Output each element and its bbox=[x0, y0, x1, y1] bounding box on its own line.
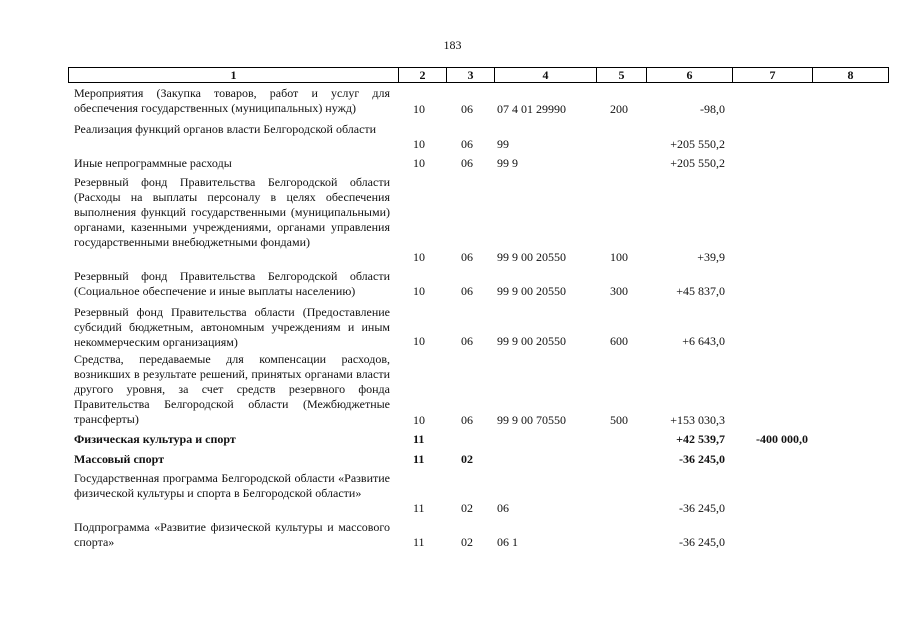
row-target-article: 99 9 00 20550 bbox=[497, 250, 566, 264]
row-description: Иные непрограммные расходы bbox=[74, 156, 232, 170]
row-description: Мероприятия (Закупка товаров, работ и услуг для обеспечения государственных (муниципальных) нужд) bbox=[74, 86, 390, 115]
row-subsection: 06 bbox=[461, 284, 473, 298]
row-section: 11 bbox=[413, 432, 425, 446]
row-section: 10 bbox=[413, 284, 425, 298]
row-description: Резервный фонд Правительства Белгородской области (Расходы на выплаты персоналу в целях обеспечения выполнения функций государственными (муниципальными) органами, казенными учреждениями, органами управления государственными внебюджетными фондами) bbox=[74, 175, 390, 249]
row-description: Физическая культура и спорт bbox=[74, 432, 236, 446]
row-subsection: 06 bbox=[461, 156, 473, 170]
header-col-1: 1 bbox=[69, 68, 399, 83]
row-amount: -98,0 bbox=[700, 102, 725, 116]
row-subsection: 06 bbox=[461, 137, 473, 151]
row-section: 10 bbox=[413, 413, 425, 427]
row-section: 11 bbox=[413, 501, 425, 515]
row-amount: +205 550,2 bbox=[670, 137, 725, 151]
row-subsection: 06 bbox=[461, 250, 473, 264]
row-subsection: 06 bbox=[461, 102, 473, 116]
row-target-article: 99 9 00 20550 bbox=[497, 284, 566, 298]
row-section: 10 bbox=[413, 250, 425, 264]
header-col-5: 5 bbox=[597, 68, 647, 83]
row-amount-col7: -400 000,0 bbox=[756, 432, 808, 446]
header-col-6: 6 bbox=[647, 68, 733, 83]
row-subsection: 06 bbox=[461, 413, 473, 427]
row-amount: +45 837,0 bbox=[676, 284, 725, 298]
row-amount: -36 245,0 bbox=[679, 452, 725, 466]
row-target-article: 99 9 bbox=[497, 156, 518, 170]
row-description: Средства, передаваемые для компенсации расходов, возникших в результате решений, принятых органами власти другого уровня, за счет средств резервного фонда Правительства Белгородской области (Межбюджетные трансферты) bbox=[74, 352, 390, 426]
row-description: Резервный фонд Правительства Белгородской области (Социальное обеспечение и иные выплаты населению) bbox=[74, 269, 390, 298]
row-amount: -36 245,0 bbox=[679, 501, 725, 515]
row-amount: +6 643,0 bbox=[682, 334, 725, 348]
row-section: 10 bbox=[413, 156, 425, 170]
row-description: Резервный фонд Правительства области (Предоставление субсидий бюджетным, автономным учреждениям и иным некоммерческим организациям) bbox=[74, 305, 390, 349]
row-target-article: 99 9 00 70550 bbox=[497, 413, 566, 427]
table-header bbox=[68, 67, 889, 83]
header-col-7: 7 bbox=[733, 68, 813, 83]
row-expense-type: 500 bbox=[610, 413, 628, 427]
row-amount: +39,9 bbox=[697, 250, 725, 264]
row-description: Массовый спорт bbox=[74, 452, 165, 466]
page-number: 183 bbox=[443, 38, 462, 52]
row-expense-type: 600 bbox=[610, 334, 628, 348]
row-section: 11 bbox=[413, 535, 425, 549]
row-target-article: 99 9 00 20550 bbox=[497, 334, 566, 348]
row-amount: +42 539,7 bbox=[676, 432, 725, 446]
row-amount: +205 550,2 bbox=[670, 156, 725, 170]
row-section: 11 bbox=[413, 452, 425, 466]
row-target-article: 99 bbox=[497, 137, 509, 151]
row-target-article: 07 4 01 29990 bbox=[497, 102, 566, 116]
row-description: Государственная программа Белгородской области «Развитие физической культуры и спорта в Белгородской области» bbox=[74, 471, 390, 500]
row-subsection: 02 bbox=[461, 501, 473, 515]
row-expense-type: 200 bbox=[610, 102, 628, 116]
row-expense-type: 300 bbox=[610, 284, 628, 298]
header-col-4: 4 bbox=[495, 68, 597, 83]
row-amount: -36 245,0 bbox=[679, 535, 725, 549]
row-section: 10 bbox=[413, 334, 425, 348]
row-description: Подпрограмма «Развитие физической культуры и массового спорта» bbox=[74, 520, 390, 549]
row-target-article: 06 bbox=[497, 501, 509, 515]
row-expense-type: 100 bbox=[610, 250, 628, 264]
header-col-2: 2 bbox=[399, 68, 447, 83]
row-description: Реализация функций органов власти Белгородской области bbox=[74, 122, 377, 136]
header-col-8: 8 bbox=[813, 68, 889, 83]
row-target-article: 06 1 bbox=[497, 535, 518, 549]
row-subsection: 06 bbox=[461, 334, 473, 348]
row-amount: +153 030,3 bbox=[670, 413, 725, 427]
row-section: 10 bbox=[413, 137, 425, 151]
row-subsection: 02 bbox=[461, 535, 473, 549]
row-section: 10 bbox=[413, 102, 425, 116]
row-subsection: 02 bbox=[461, 452, 473, 466]
header-col-3: 3 bbox=[447, 68, 495, 83]
